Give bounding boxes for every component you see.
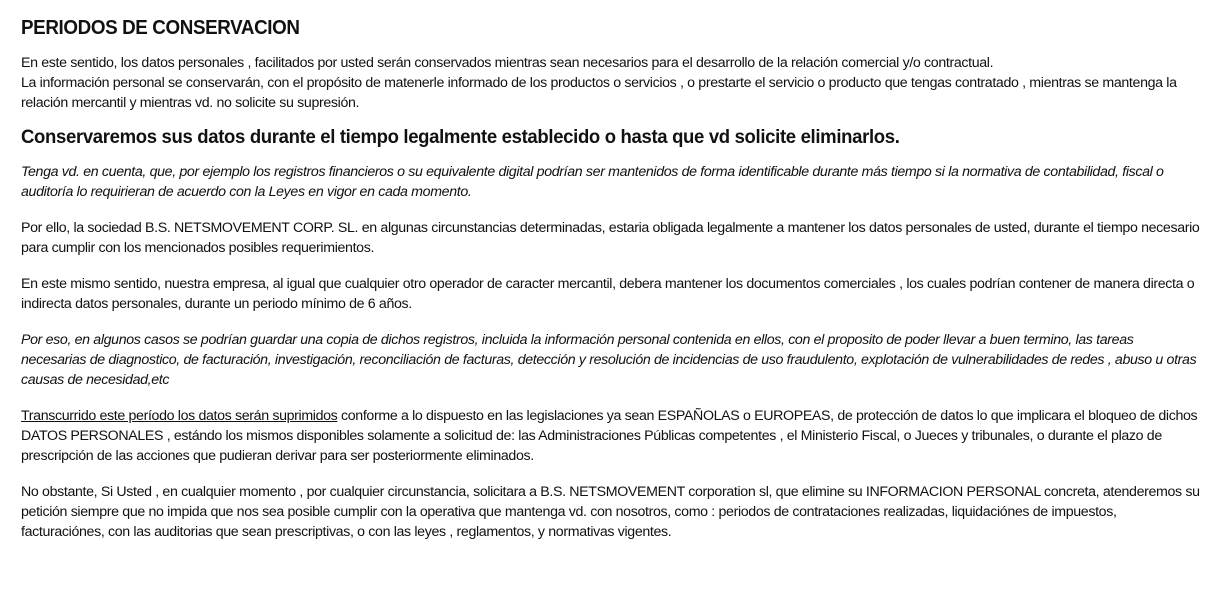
- paragraph-user-request: No obstante, Si Usted , en cualquier momento , por cualquier circunstancia, solicitara a B.S. NETSMOVEMENT corporation sl, que elimine su INFORMACION PERSONAL concreta, atenderemos su petición siempre que no impida que nos sea posible cumplir con la operativa que mantenga vd. con nosotros, como : periodos de contrataciones realizadas, liquidaciónes de impuestos, facturaciónes, con las auditorias que sean prescriptivas, o con las leyes , reglamentos, y normativas vigentes.: [21, 484, 1200, 540]
- document-page: [21, 14, 1201, 542]
- paragraph-commercial-documents: En este mismo sentido, nuestra empresa, al igual que cualquier otro operador de caracter mercantil, debera mantener los documentos comerciales , los cuales podrían contener de manera directa o indirecta datos personales, durante un periodo mínimo de 6 años.: [21, 276, 1195, 312]
- paragraph-copies-of-records: Por eso, en algunos casos se podrían guardar una copia de dichos registros, incluida la información personal contenida en ellos, con el proposito de poder llevar a buen termino, las tareas necesarias de diagnostico, de facturación, investigación, reconciliación de facturas, detección y resolución de incidencias de uso fraudulento, explotación de vulnerabilidades de redes , abuso u otras causas de necesidad,etc: [21, 332, 1197, 388]
- paragraph-legal-obligation: Por ello, la sociedad B.S. NETSMOVEMENT CORP. SL. en algunas circunstancias determinadas, estaria obligada legalmente a mantener los datos personales de usted, durante el tiempo necesario para cumplir con los mencionados posibles requerimientos.: [21, 220, 1200, 256]
- intro-line-1: En este sentido, los datos personales , facilitados por usted serán conservados mientras sean necesarios para el desarrollo de la relación comercial y/o contractual.: [21, 55, 994, 71]
- retention-headline: Conservaremos sus datos durante el tiempo legalmente establecido o hasta que vd solicite eliminarlos.: [21, 126, 900, 148]
- paragraph-financial-records: Tenga vd. en cuenta, que, por ejemplo los registros financieros o su equivalente digital podrían ser mantenidos de forma identificable durante más tiempo si la normativa de contabilidad, fiscal o auditoría lo requirieran de acuerdo con la Leyes en vigor en cada momento.: [21, 164, 1164, 200]
- intro-line-2: La información personal se conservarán, con el propósito de matenerle informado de los productos o servicios , o prestarte el servicio o producto que tengas contratado , mientras se mantenga la relación mercantil y mientras vd. no solicite su supresión.: [21, 75, 1177, 111]
- deletion-underlined-text: Transcurrido este período los datos serán suprimidos: [21, 408, 338, 424]
- page-title: PERIODOS DE CONSERVACION: [21, 17, 300, 39]
- deletion-rest-text: conforme a lo dispuesto en las legislaciones ya sean ESPAÑOLAS o EUROPEAS, de protección de datos lo que implicara el bloqueo de dichos DATOS PERSONALES , estándo los mismos disponibles solamente a solicitud de: las Administraciones Públicas competentes , el Ministerio Fiscal, o Jueces y tribunales, o durante el plazo de prescripción de las acciones que pudieran derivar para ser posteriormente eliminados.: [21, 408, 1198, 464]
- paragraph-deletion: [21, 406, 1201, 466]
